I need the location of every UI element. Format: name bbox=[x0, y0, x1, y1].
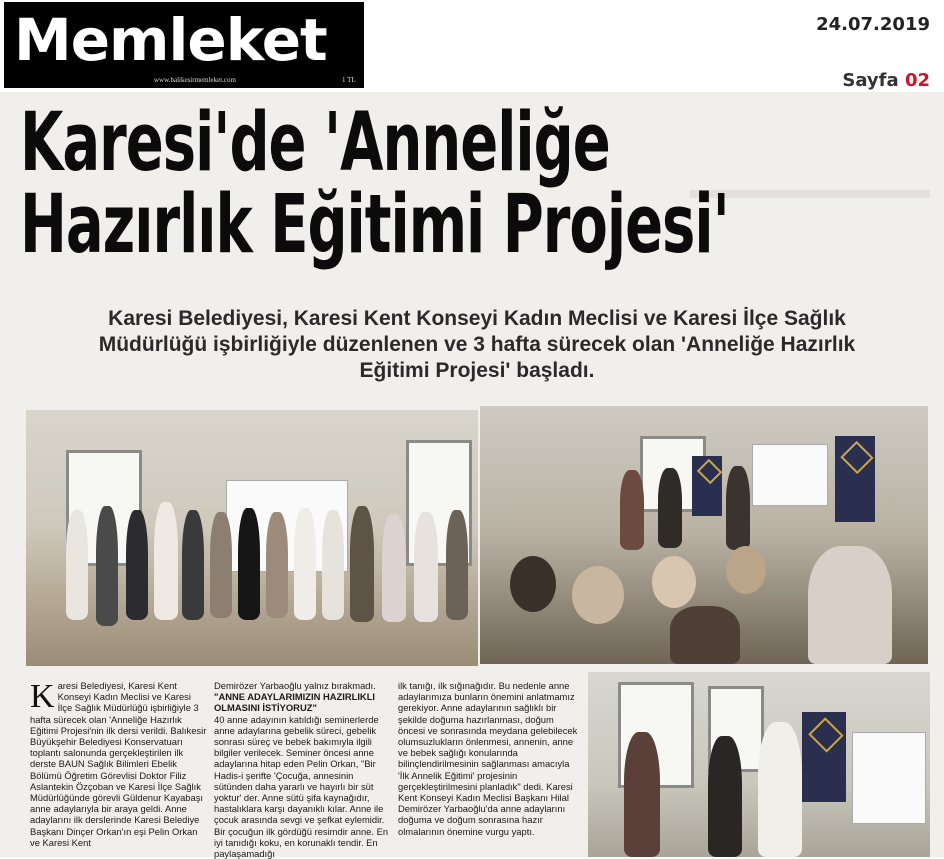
headline-line-2: Hazırlık Eğitimi Projesi' bbox=[20, 178, 729, 273]
audience-head bbox=[510, 556, 556, 612]
banner bbox=[835, 436, 875, 522]
article-column-1 bbox=[30, 680, 208, 848]
person bbox=[382, 514, 406, 622]
audience-head bbox=[652, 556, 696, 608]
page-number bbox=[842, 70, 930, 91]
article-deck: Karesi Belediyesi, Karesi Kent Konseyi Kadın Meclisi ve Karesi İlçe Sağlık Müdürlüğü işbirliğiyle düzenlenen ve 3 hafta sürecek olan 'Anneliğe Hazırlık Eğitimi Projesi' başladı. bbox=[98, 307, 856, 382]
person bbox=[182, 510, 204, 620]
headline-line-1: Karesi'de 'Anneliğe bbox=[20, 96, 610, 191]
person bbox=[66, 510, 88, 620]
person bbox=[96, 506, 118, 626]
person bbox=[808, 546, 892, 664]
column-2-intro: Demirözer Yarbaoğlu yalnız bırakmadı. bbox=[214, 680, 376, 691]
person bbox=[726, 466, 750, 550]
column-1-text: aresi Belediyesi, Karesi Kent Konseyi Kadın Meclisi ve Karesi İlçe Sağlık Müdürlüğü işbirliğiyle 3 hafta sürecek olan 'Anneliğe Hazırlık Eğitimi Projesi'nin ilk dersi verildi. Balıkesir Büyükşehir Belediyesi Konservatuarı toplantı salonunda gerçekleştirilen ilk derste BAUN Sağlık Bilimleri Ebelik Bölümü Öğretim Görevlisi Doktor Filiz Aslantekin Özçoban ve Karesi İlçe Sağlık Müdürlüğünde görevli Güldenur Kayabaşı anne adaylarıyla bir araya geldi. Anne adaylarını ilk derslerinde Karesi Belediye Başkanı Dinçer Orkan'ın eşi Pelin Orkan ve Karesi Kent bbox=[30, 680, 207, 848]
seminar-audience-photo bbox=[480, 406, 928, 664]
masthead-logo: Memleket bbox=[14, 6, 327, 74]
page-number-value: 02 bbox=[904, 70, 930, 91]
person bbox=[758, 722, 802, 857]
person bbox=[322, 510, 344, 620]
whiteboard bbox=[852, 732, 926, 824]
audience-head bbox=[726, 546, 766, 594]
masthead bbox=[4, 2, 364, 88]
article-subhead: "ANNE ADAYLARIMIZIN HAZIRLIKLI OLMASINI İSTİYORUZ" bbox=[214, 691, 376, 714]
banner bbox=[802, 712, 846, 802]
person bbox=[154, 502, 178, 620]
person bbox=[446, 510, 468, 620]
person bbox=[238, 508, 260, 620]
person bbox=[210, 512, 232, 618]
person bbox=[708, 736, 742, 857]
person bbox=[266, 512, 288, 618]
person bbox=[670, 606, 740, 664]
person bbox=[624, 732, 660, 857]
person bbox=[620, 470, 644, 550]
drop-cap: K bbox=[30, 678, 55, 715]
page-label-text: Sayfa bbox=[842, 70, 899, 91]
column-2-text: 40 anne adayının katıldığı seminerlerde anne adaylarına gebelik süreci, gebelik sonrası süreç ve bebek bakımıyla ilgili bilgiler verilecek. Seminer öncesi anne adaylarına hitap eden Pelin Orkan, "Bir Hadis-i şerifte 'Çocuğa, annesinin sütünden daha yararlı ve hayırlı bir süt yoktur' der. Anne sütü şifa kaynağıdır, hastalıklara karşı dayanıklı kılar. Anne ile çocuk arasında sevgi ve şefkat eylemidir. Bir çocuğun ilk gördüğü resimdir anne. En iyi tanıdığı koku, en korunaklı tendir. En paylaşamadığı bbox=[214, 713, 389, 859]
column-3-text: ilk tanığı, ilk sığınağıdır. Bu nedenle anne adaylarımıza bunların önemini anlatmamız gerekiyor. Anne adaylarının sağlıklı bir şekilde doğuma hazırlanması, doğum öncesi ve sonrasında meydana gelebilecek olumsuzlukların önlenmesi, annenin, anne ve bebek sağlığı konularında bilinçlendirilmesinin sağlanması amacıyla 'İlk Annelik Eğitimi' projesinin gerçekleştirilmesini planladık" dedi. Karesi Kent Konseyi Kadın Meclisi Başkanı Hilal Demirözer Yarbaoğlu'da anne adaylarını doğuma ve doğum sonrasına hazır olmalarının önemine vurgu yaptı. bbox=[398, 680, 578, 837]
masthead-url: www.balikesirmemleket.com bbox=[154, 76, 236, 84]
issue-date: 24.07.2019 bbox=[816, 14, 930, 35]
banner bbox=[692, 456, 722, 516]
person bbox=[350, 506, 374, 622]
group-photo bbox=[26, 410, 478, 666]
person bbox=[414, 512, 438, 622]
article-column-2 bbox=[214, 680, 394, 859]
person bbox=[294, 508, 316, 620]
audience-head bbox=[572, 566, 624, 624]
presenters-photo bbox=[588, 672, 930, 857]
masthead-price: 1 TL bbox=[342, 76, 356, 84]
person bbox=[658, 468, 682, 548]
person bbox=[126, 510, 148, 620]
article-column-3 bbox=[398, 680, 578, 837]
projection-screen bbox=[752, 444, 828, 506]
